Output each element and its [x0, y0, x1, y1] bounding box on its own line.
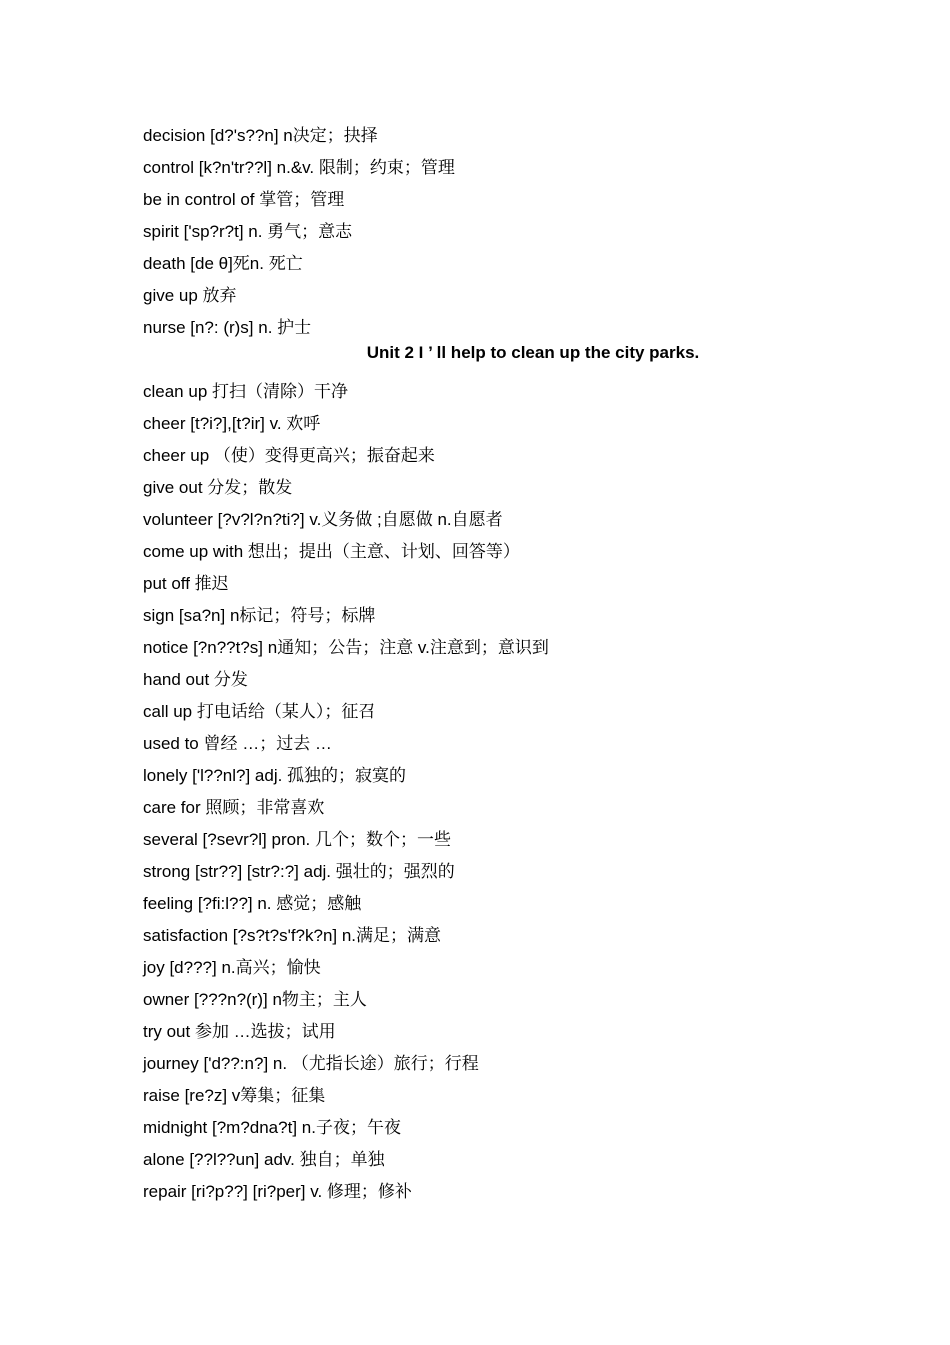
vocab-entry: clean up 打扫（清除）干净	[143, 382, 348, 401]
vocab-entry: alone [??l??un] adv. 独自；单独	[143, 1150, 385, 1169]
vocab-entry: spirit ['sp?r?t] n. 勇气；意志	[143, 222, 353, 241]
vocab-entry: midnight [?m?dna?t] n.子夜；午夜	[143, 1118, 401, 1137]
vocab-entry: call up 打电话给（某人）；征召	[143, 702, 376, 721]
vocab-entry: used to 曾经 …；过去 …	[143, 734, 332, 753]
vocab-entry: decision [d?'s??n] n决定；抉择	[143, 126, 378, 145]
vocab-entry: come up with 想出；提出（主意、计划、回答等）	[143, 542, 520, 561]
vocab-entry: owner [???n?(r)] n物主；主人	[143, 990, 367, 1009]
vocab-entry: try out 参加 …选拔；试用	[143, 1022, 336, 1041]
vocab-entry: cheer [t?i?],[t?ir] v. 欢呼	[143, 414, 321, 433]
vocab-entry: sign [sa?n] n标记；符号；标牌	[143, 606, 376, 625]
vocab-entry: several [?sevr?l] pron. 几个；数个；一些	[143, 830, 451, 849]
vocab-entry: hand out 分发	[143, 670, 248, 689]
vocab-entry: nurse [n?: (r)s] n. 护士	[143, 318, 312, 337]
vocab-entry: raise [re?z] v筹集；征集	[143, 1086, 326, 1105]
vocab-entry: journey ['d??:n?] n. （尤指长途）旅行；行程	[143, 1054, 479, 1073]
vocab-entry: volunteer [?v?l?n?ti?] v.义务做 ;自愿做 n.自愿者	[143, 510, 503, 529]
vocab-entry: repair [ri?p??] [ri?per] v. 修理；修补	[143, 1182, 412, 1201]
unit-heading: Unit 2 I ’ ll help to clean up the city parks.	[366, 343, 700, 362]
vocab-entry: notice [?n??t?s] n通知；公告；注意 v.注意到；意识到	[143, 638, 549, 657]
vocab-entry: give out 分发；散发	[143, 478, 293, 497]
vocab-entry: cheer up （使）变得更高兴；振奋起来	[143, 446, 435, 465]
vocabulary-list	[143, 124, 863, 1212]
vocab-entry: feeling [?fi:l??] n. 感觉；感触	[143, 894, 362, 913]
vocab-entry: control [k?n'tr??l] n.&v. 限制；约束；管理	[143, 158, 455, 177]
vocab-entry: lonely ['l??nl?] adj. 孤独的；寂寞的	[143, 766, 407, 785]
vocab-entry: be in control of 掌管；管理	[143, 190, 345, 209]
vocab-entry: satisfaction [?s?t?s'f?k?n] n.满足；满意	[143, 926, 442, 945]
vocab-entry: joy [d???] n.高兴；愉快	[143, 958, 321, 977]
vocab-entry: death [de θ]死n. 死亡	[143, 254, 303, 273]
vocab-entry: give up 放弃	[143, 286, 237, 305]
vocab-entry: care for 照顾；非常喜欢	[143, 798, 325, 817]
vocab-entry: put off 推迟	[143, 574, 229, 593]
vocab-entry: strong [str??] [str?:?] adj. 强壮的；强烈的	[143, 862, 455, 881]
